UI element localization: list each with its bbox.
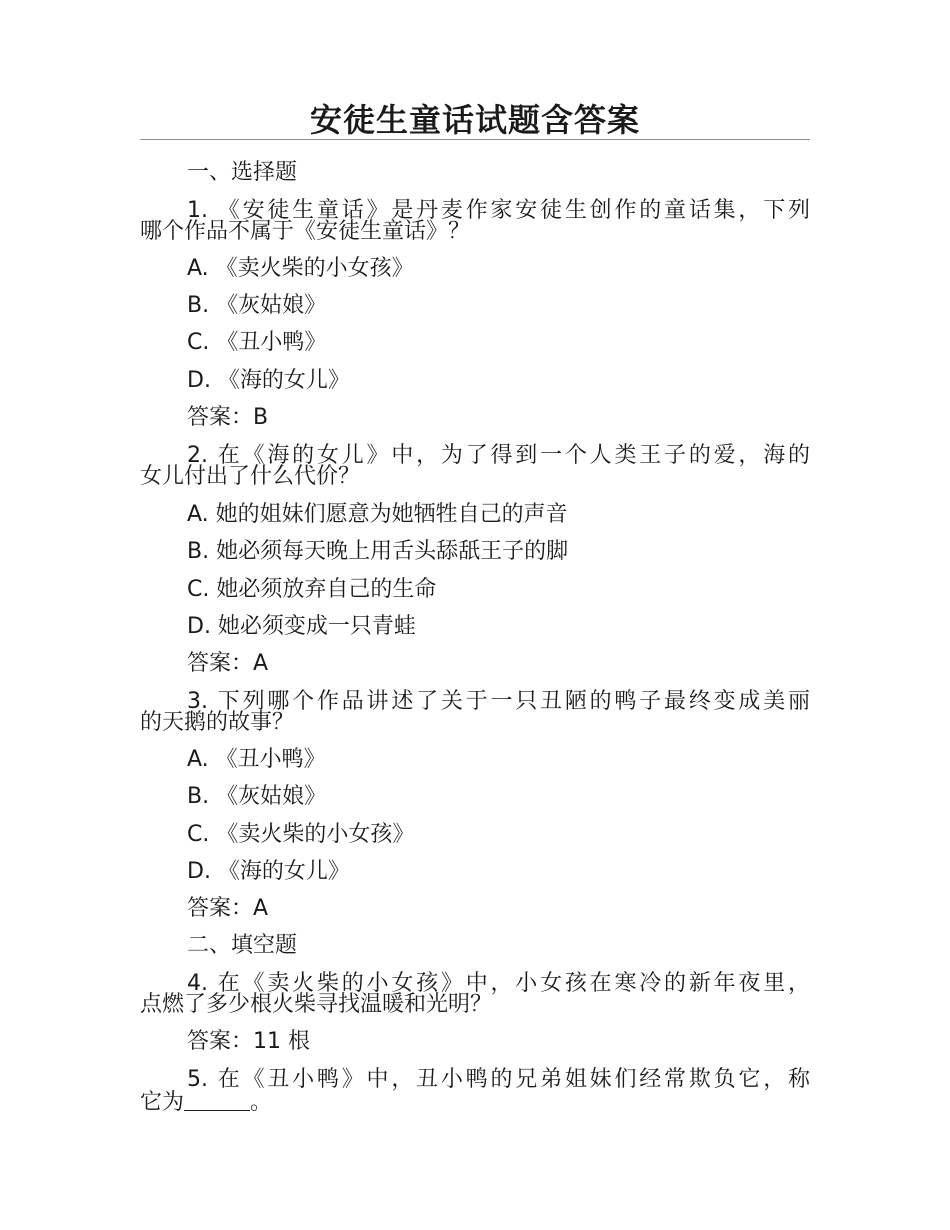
- question-4-line-2: 点燃了多少根火柴寻找温暖和光明？: [140, 992, 493, 1017]
- section-heading-fill-blank: 二、填空题: [187, 933, 298, 958]
- question-5-line-1: 5. 在《丑小鸭》中，丑小鸭的兄弟姐妹们经常欺负它，称: [187, 1067, 810, 1092]
- question-1-option-c: C. 《丑小鸭》: [187, 330, 327, 355]
- question-2-answer: 答案：A: [187, 651, 269, 676]
- question-2-line-2: 女儿付出了什么代价？: [140, 464, 361, 489]
- question-1-line-2: 哪个作品不属于《安徒生童话》？: [140, 219, 471, 244]
- question-2-line-1: 2. 在《海的女儿》中，为了得到一个人类王子的爱，海的: [187, 443, 810, 468]
- question-2-option-b: B. 她必须每天晚上用舌头舔舐王子的脚: [187, 539, 569, 564]
- question-2-option-d: D. 她必须变成一只青蛙: [187, 614, 416, 639]
- question-5-suffix: 。: [250, 1090, 273, 1115]
- question-1-option-b: B. 《灰姑娘》: [187, 293, 327, 318]
- question-2-option-a: A. 她的姐妹们愿意为她牺牲自己的声音: [187, 502, 568, 527]
- question-1-option-d: D. 《海的女儿》: [187, 368, 350, 393]
- question-5-prefix: 它为: [140, 1090, 185, 1115]
- question-3-option-b: B. 《灰姑娘》: [187, 784, 327, 809]
- question-1-answer: 答案：B: [187, 405, 269, 430]
- question-5-line-2: [140, 1088, 272, 1118]
- page-title: 安徒生童话试题含答案: [309, 101, 640, 139]
- question-4-answer: 答案：11 根: [187, 1029, 310, 1054]
- question-3-option-a: A. 《丑小鸭》: [187, 747, 326, 772]
- question-3-answer: 答案：A: [187, 896, 269, 921]
- fill-in-blank: [184, 1088, 250, 1111]
- question-3-option-c: C. 《卖火柴的小女孩》: [187, 822, 415, 847]
- question-2-option-c: C. 她必须放弃自己的生命: [187, 577, 437, 602]
- question-1-option-a: A. 《卖火柴的小女孩》: [187, 256, 414, 281]
- question-3-line-1: 3. 下列哪个作品讲述了关于一只丑陋的鸭子最终变成美丽: [187, 689, 810, 714]
- section-heading-choice: 一、选择题: [187, 160, 298, 185]
- question-1-line-1: 1. 《安徒生童话》是丹麦作家安徒生创作的童话集，下列: [187, 198, 810, 223]
- question-4-line-1: 4. 在《卖火柴的小女孩》中，小女孩在寒冷的新年夜里，: [187, 971, 810, 996]
- question-3-line-2: 的天鹅的故事？: [140, 710, 295, 735]
- question-3-option-d: D. 《海的女儿》: [187, 859, 350, 884]
- title-underline: [140, 139, 810, 140]
